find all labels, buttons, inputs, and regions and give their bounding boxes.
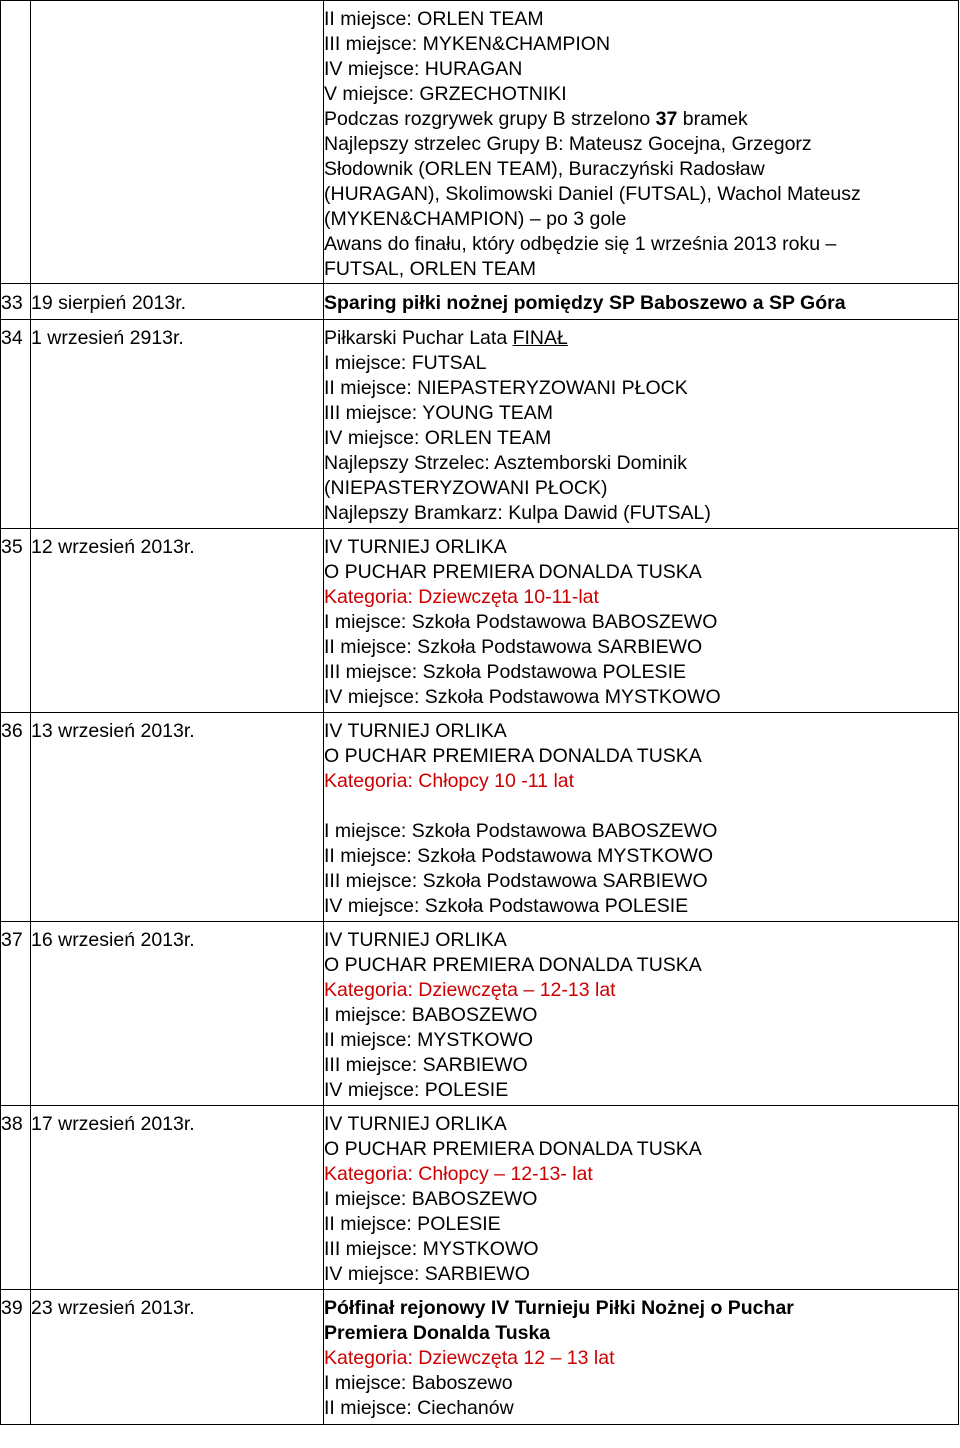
row-number: 38 <box>1 1106 31 1290</box>
result-line: II miejsce: Szkoła Podstawowa SARBIEWO <box>324 636 703 658</box>
result-line: IV miejsce: ORLEN TEAM <box>324 427 552 449</box>
category-label: Kategoria: Dziewczęta 10-11-lat <box>324 586 599 608</box>
tournament-title: IV TURNIEJ ORLIKA <box>324 929 507 951</box>
result-line: V miejsce: GRZECHOTNIKI <box>324 83 567 105</box>
category-label: Kategoria: Dziewczęta 12 – 13 lat <box>324 1347 615 1369</box>
result-line: I miejsce: BABOSZEWO <box>324 1188 538 1210</box>
result-line: III miejsce: SARBIEWO <box>324 1054 528 1076</box>
row-description <box>324 713 959 922</box>
row-date: 12 wrzesień 2013r. <box>31 529 324 713</box>
info-line: FUTSAL, ORLEN TEAM <box>324 258 537 280</box>
blank-line <box>324 794 958 819</box>
row-number: 39 <box>1 1290 31 1425</box>
table-row <box>1 1106 959 1290</box>
result-line: III miejsce: YOUNG TEAM <box>324 402 553 424</box>
result-line: I miejsce: Szkoła Podstawowa BABOSZEWO <box>324 820 718 842</box>
result-line: II miejsce: POLESIE <box>324 1213 501 1235</box>
row-date: 1 wrzesień 2913r. <box>31 320 324 529</box>
row-date: 16 wrzesień 2013r. <box>31 922 324 1106</box>
result-line: III miejsce: MYSTKOWO <box>324 1238 539 1260</box>
event-title-text: Piłkarski Puchar Lata <box>324 327 513 349</box>
category-label: Kategoria: Chłopcy 10 -11 lat <box>324 770 575 792</box>
goals-line <box>324 107 958 132</box>
result-line: III miejsce: Szkoła Podstawowa SARBIEWO <box>324 870 708 892</box>
result-line: IV miejsce: Szkoła Podstawowa POLESIE <box>324 895 689 917</box>
table-row <box>1 1 959 284</box>
result-line: II miejsce: ORLEN TEAM <box>324 8 544 30</box>
row-description <box>324 1106 959 1290</box>
goals-number: 37 <box>655 108 678 130</box>
tournament-subtitle: O PUCHAR PREMIERA DONALDA TUSKA <box>324 745 702 767</box>
table-row <box>1 529 959 713</box>
category-label: Kategoria: Chłopcy – 12-13- lat <box>324 1163 593 1185</box>
event-title: Premiera Donalda Tuska <box>324 1322 551 1344</box>
result-line: III miejsce: Szkoła Podstawowa POLESIE <box>324 661 686 683</box>
tournament-title: IV TURNIEJ ORLIKA <box>324 1113 507 1135</box>
result-line: II miejsce: Szkoła Podstawowa MYSTKOWO <box>324 845 714 867</box>
result-line: I miejsce: BABOSZEWO <box>324 1004 538 1026</box>
info-line: Słodownik (ORLEN TEAM), Buraczyński Radosław <box>324 158 765 180</box>
tournament-subtitle: O PUCHAR PREMIERA DONALDA TUSKA <box>324 1138 702 1160</box>
event-title-final: FINAŁ <box>512 327 568 349</box>
row-date: 23 wrzesień 2013r. <box>31 1290 324 1425</box>
result-line: Najlepszy Strzelec: Asztemborski Dominik <box>324 452 688 474</box>
result-line: IV miejsce: SARBIEWO <box>324 1263 530 1285</box>
result-line: IV miejsce: Szkoła Podstawowa MYSTKOWO <box>324 686 721 708</box>
result-line: (NIEPASTERYZOWANI PŁOCK) <box>324 477 608 499</box>
event-title <box>324 326 958 351</box>
table-row <box>1 284 959 320</box>
table-row <box>1 320 959 529</box>
result-line: III miejsce: MYKEN&CHAMPION <box>324 33 611 55</box>
row-number <box>1 1 31 284</box>
row-description <box>324 922 959 1106</box>
table-row <box>1 922 959 1106</box>
row-date <box>31 1 324 284</box>
row-date: 13 wrzesień 2013r. <box>31 713 324 922</box>
tournament-subtitle: O PUCHAR PREMIERA DONALDA TUSKA <box>324 954 702 976</box>
row-date: 17 wrzesień 2013r. <box>31 1106 324 1290</box>
row-number: 36 <box>1 713 31 922</box>
result-line: I miejsce: Szkoła Podstawowa BABOSZEWO <box>324 611 718 633</box>
category-label: Kategoria: Dziewczęta – 12-13 lat <box>324 979 616 1001</box>
event-title: Półfinał rejonowy IV Turnieju Piłki Nożnej o Puchar <box>324 1297 794 1319</box>
goals-pre: Podczas rozgrywek grupy B strzelono <box>324 108 656 130</box>
row-description <box>324 320 959 529</box>
info-line: Awans do finału, który odbędzie się 1 września 2013 roku – <box>324 233 837 255</box>
info-line: (MYKEN&CHAMPION) – po 3 gole <box>324 208 627 230</box>
result-line: I miejsce: Baboszewo <box>324 1372 513 1394</box>
result-line: IV miejsce: HURAGAN <box>324 58 523 80</box>
result-line: II miejsce: MYSTKOWO <box>324 1029 534 1051</box>
result-line: I miejsce: FUTSAL <box>324 352 487 374</box>
row-number: 33 <box>1 284 31 320</box>
info-line: (HURAGAN), Skolimowski Daniel (FUTSAL), Wachol Mateusz <box>324 183 861 205</box>
row-description <box>324 529 959 713</box>
result-line: II miejsce: Ciechanów <box>324 1397 514 1419</box>
event-title: Sparing piłki nożnej pomiędzy SP Baboszewo a SP Góra <box>324 292 846 314</box>
result-line: II miejsce: NIEPASTERYZOWANI PŁOCK <box>324 377 688 399</box>
table-row <box>1 1290 959 1425</box>
row-date: 19 sierpień 2013r. <box>31 284 324 320</box>
row-description <box>324 1 959 284</box>
tournament-title: IV TURNIEJ ORLIKA <box>324 720 507 742</box>
tournament-subtitle: O PUCHAR PREMIERA DONALDA TUSKA <box>324 561 702 583</box>
result-line: IV miejsce: POLESIE <box>324 1079 509 1101</box>
row-number: 34 <box>1 320 31 529</box>
row-description <box>324 1290 959 1425</box>
table-row <box>1 713 959 922</box>
goals-post: bramek <box>677 108 748 130</box>
result-line: Najlepszy Bramkarz: Kulpa Dawid (FUTSAL) <box>324 502 711 524</box>
info-line: Najlepszy strzelec Grupy B: Mateusz Gocejna, Grzegorz <box>324 133 812 155</box>
row-number: 35 <box>1 529 31 713</box>
row-description <box>324 284 959 320</box>
row-number: 37 <box>1 922 31 1106</box>
tournament-title: IV TURNIEJ ORLIKA <box>324 536 507 558</box>
